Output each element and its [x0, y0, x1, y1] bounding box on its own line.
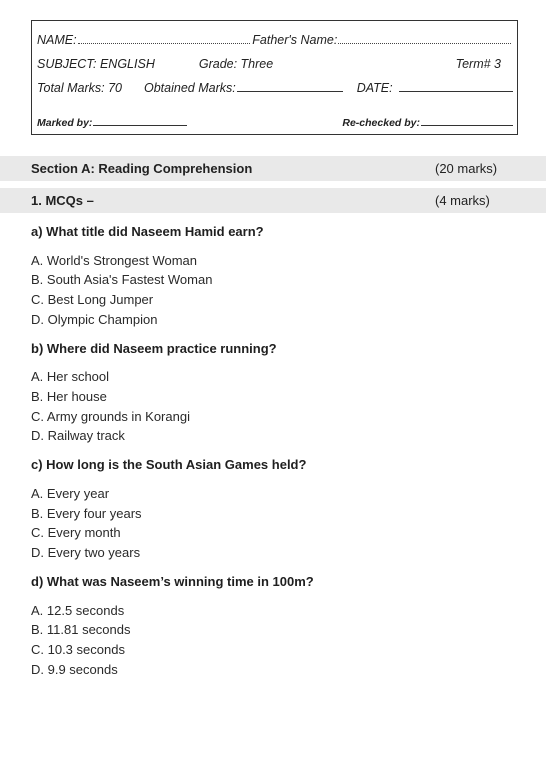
answer-option[interactable]: A. Her school — [31, 369, 110, 384]
mcq-marks: (4 marks) — [435, 193, 490, 208]
answer-option[interactable]: D. Railway track — [31, 428, 125, 443]
answer-option[interactable]: B. 11.81 seconds — [31, 622, 131, 637]
obtained-marks-label: Obtained Marks: — [144, 81, 236, 95]
question-text: c) How long is the South Asian Games held? — [31, 457, 307, 472]
father-name-field[interactable] — [338, 42, 511, 44]
answer-option[interactable]: D. Olympic Champion — [31, 312, 158, 327]
name-label: NAME: — [37, 33, 77, 47]
mcq-heading-band — [0, 188, 546, 213]
answer-option[interactable]: B. Her house — [31, 389, 107, 404]
section-title: Section A: Reading Comprehension — [31, 161, 253, 176]
marked-by-field[interactable] — [93, 124, 187, 126]
question-text: a) What title did Naseem Hamid earn? — [31, 224, 264, 239]
answer-option[interactable]: B. South Asia's Fastest Woman — [31, 272, 213, 287]
name-row — [37, 33, 513, 47]
answer-option[interactable]: B. Every four years — [31, 506, 142, 521]
date-field[interactable] — [399, 90, 513, 92]
section-marks: (20 marks) — [435, 161, 498, 176]
answer-option[interactable]: A. World's Strongest Woman — [31, 253, 198, 268]
mcq-title: 1. MCQs – — [31, 193, 94, 208]
answer-option[interactable]: D. Every two years — [31, 545, 141, 560]
rechecked-by-label: Re-checked by: — [342, 117, 420, 129]
section-heading-band — [0, 156, 546, 181]
answer-option[interactable]: C. Every month — [31, 525, 121, 540]
marks-row — [37, 81, 513, 95]
answer-option[interactable]: C. 10.3 seconds — [31, 642, 125, 657]
grade-text: Grade: Three — [198, 57, 274, 71]
student-info-box — [31, 20, 518, 135]
father-name-label: Father's Name: — [252, 33, 338, 47]
question-text: d) What was Naseem’s winning time in 100m? — [31, 574, 314, 589]
question-text: b) Where did Naseem practice running? — [31, 341, 277, 356]
subject-row — [37, 57, 513, 71]
rechecked-by-field[interactable] — [421, 124, 513, 126]
term-text: Term# 3 — [455, 57, 501, 71]
marked-by-label: Marked by: — [37, 117, 93, 129]
date-label: DATE: — [356, 81, 393, 95]
answer-option[interactable]: D. 9.9 seconds — [31, 662, 118, 677]
answer-option[interactable]: A. Every year — [31, 486, 110, 501]
answer-option[interactable]: A. 12.5 seconds — [31, 603, 125, 618]
subject-text: SUBJECT: ENGLISH — [37, 57, 155, 71]
total-marks-text: Total Marks: 70 — [37, 81, 122, 95]
answer-option[interactable]: C. Army grounds in Korangi — [31, 409, 190, 424]
marking-row — [37, 117, 513, 129]
obtained-marks-field[interactable] — [237, 90, 343, 92]
name-field[interactable] — [78, 42, 251, 44]
answer-option[interactable]: C. Best Long Jumper — [31, 292, 154, 307]
